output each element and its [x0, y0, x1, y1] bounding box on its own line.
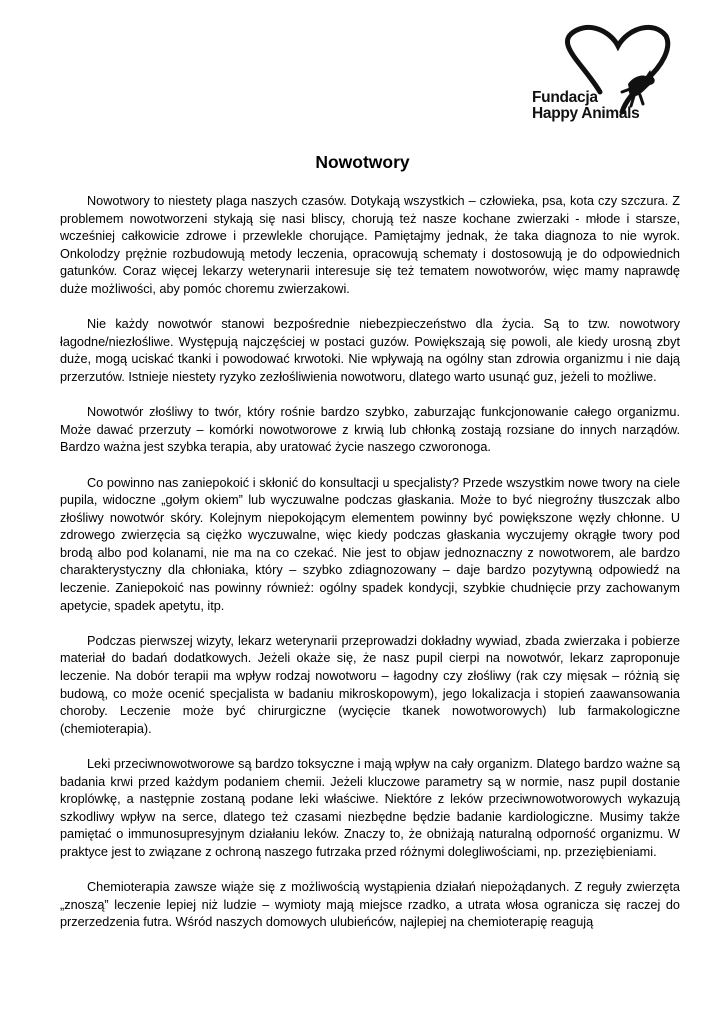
document-body [60, 193, 680, 950]
paragraph: Nie każdy nowotwór stanowi bezpośrednie niebezpieczeństwo dla życia. Są to tzw. nowotwory łagodne/niezłośliwe. Występują najczęściej w postaci guzów. Powiększają się powoli, ale kiedy urosną zbyt duże, mogą uciskać tkanki i powodować krwotoki. Nie wpływają na ogólny stan zdrowia organizmu i nie dają przerzutów. Istnieje niestety ryzyko zezłośliwienia nowotworu, dlatego warto usunąć guz, jeżeli to możliwe. [60, 317, 680, 384]
paragraph: Nowotwory to niestety plaga naszych czasów. Dotykają wszystkich – człowieka, psa, kota czy szczura. Z problemem nowotworzeni stykają się nasi bliscy, chorują też nasze kochane zwierzaki - młode i starsze, wcześniej całkowicie zdrowe i przewlekle chorujące. Pamiętajmy jednak, że taka diagnoza to nie wyrok. Onkolodzy prężnie rozbudowują metody leczenia, opracowują schematy i dostosowują je do odpowiednich gatunków. Coraz więcej lekarzy weterynarii interesuje się też tematem nowotworów, więc mamy naprawdę duże możliwości, aby pomóc choremu zwierzakowi. [60, 194, 680, 296]
paragraph: Chemioterapia zawsze wiąże się z możliwością wystąpienia działań niepożądanych. Z reguły zwierzęta „znoszą” leczenie lepiej niż ludzie – wymioty mają miejsce rzadko, a utrata włosa ogranicza się raczej do przerzedzenia futra. Wśród naszych domowych ulubieńców, najlepiej na chemioterapię reagują [60, 880, 680, 930]
paragraph: Co powinno nas zaniepokoić i skłonić do konsultacji u specjalisty? Przede wszystkim nowe twory na ciele pupila, widoczne „gołym okiem” lub wyczuwalne podczas głaskania. Może to być niegroźny tłuszczak albo złośliwy nowotwór skóry. Kolejnym niepokojącym elementem powinny być powiększone węzły chłonne. U zdrowego zwierzęcia są ciężko wyczuwalne, więc kiedy podczas głaskania wyczujemy okrągłe twory pod brodą albo pod kolanami, nie ma na co czekać. Nie jest to objaw jednoznaczny z nowotworem, ale bardzo charakterystyczny dla chłoniaka, który – szybko zdiagnozowany – daje bardzo pozytywną odpowiedź na leczenie. Zaniepokoić nas powinny również: ogólny spadek kondycji, szybkie chudnięcie przy zachowanym apetycie, spadek apetytu, itp. [60, 475, 680, 613]
logo-text-line2: Happy Animals [532, 105, 640, 122]
paragraph: Podczas pierwszej wizyty, lekarz weterynarii przeprowadzi dokładny wywiad, zbada zwierzaka i pobierze materiał do badań dodatkowych. Jeżeli okaże się, że nasz pupil cierpi na nowotwór, lekarz zaproponuje leczenie. Na dobór terapii ma wpływ rodzaj nowotworu – łagodny czy złośliwy (rak czy mięsak – różnią się budową, co może ocenić specjalista w badaniu mikroskopowym), jego lokalizacja i stopień zaawansowania choroby. Leczenie może być chirurgiczne (wycięcie tkanek nowotworowych) lub farmakologiczne (chemioterapia). [60, 633, 680, 736]
logo-text-line1: Fundacja [532, 89, 598, 106]
paragraph: Nowotwór złośliwy to twór, który rośnie bardzo szybko, zaburzając funkcjonowanie całego organizmu. Może dawać przerzuty – komórki nowotworowe z krwią lub chłonką zostają rozsiane do innych narządów. Bardzo ważna jest szybka terapia, aby uratować życie naszego czworonoga. [60, 405, 680, 455]
fundacja-logo [522, 22, 672, 128]
document-title: Nowotwory [315, 152, 410, 172]
paragraph: Leki przeciwnowotworowe są bardzo toksyczne i mają wpływ na cały organizm. Dlatego bardzo ważne są badania krwi przed każdym podaniem chemii. Jeżeli kluczowe parametry są w normie, nasz pupil dostanie kroplówkę, a następnie zostaną podane leki właściwe. Niektóre z leków przeciwnowotworowych wykazują szkodliwy wpływ na serce, dlatego też czasami niezbędne będzie badanie kardiologiczne. Musimy także pamiętać o immunosupresyjnym działaniu leków. Znaczy to, że obniżają naturalną odporność organizmu. W praktyce jest to związane z ochroną naszego futrzaka przed różnymi dolegliwościami, np. przeziębieniami. [60, 757, 680, 859]
